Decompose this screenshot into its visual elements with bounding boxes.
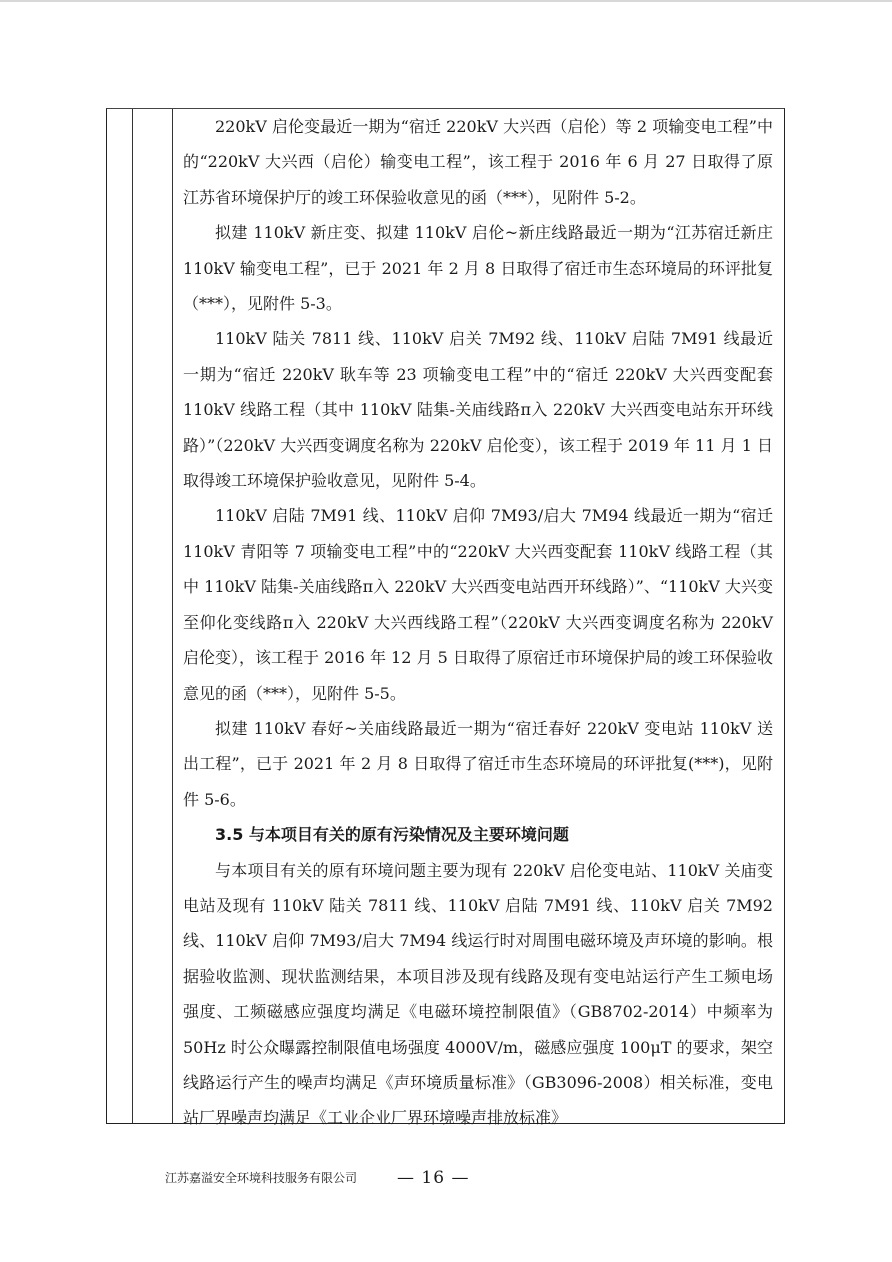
table-content-cell [183, 109, 773, 1136]
table-column-label [133, 109, 173, 1123]
section-heading: 3.5 与本项目有关的原有污染情况及主要环境问题 [215, 825, 569, 845]
page-footer [165, 1166, 725, 1190]
paragraph-qilun-substation: 220kV 启伦变最近一期为“宿迁 220kV 大兴西（启伦）等 2 项输变电工程”中的“220kV 大兴西（启伦）输变电工程”，该工程于 2016 年 6 月 27 日取得了原江苏省环境保护厅的竣工环保验收意见的函（***），见附件 5-2。 [183, 117, 773, 207]
paragraph-xinzhuang-substation: 拟建 110kV 新庄变、拟建 110kV 启伦~新庄线路最近一期为“江苏宿迁新庄 110kV 输变电工程”，已于 2021 年 2 月 8 日取得了宿迁市生态环境局的环评批复（***），见附件 5-3。 [183, 223, 773, 314]
paragraph-luguan-lines: 110kV 陆关 7811 线、110kV 启关 7M92 线、110kV 启陆 7M91 线最近一期为“宿迁 220kV 耿车等 23 项输变电工程”中的“宿迁 220kV 大兴西变配套 110kV 线路工程（其中 110kV 陆集-关庙线路π入 220kV 大兴西变电站东开环线路）”（220kV 大兴西变调度名称为 220kV 启伦变），该工程于 2019 年 11 月 1 日取得竣工环境保护验收意见，见附件 5-4。 [183, 329, 773, 491]
paragraph-qilu-lines: 110kV 启陆 7M91 线、110kV 启仰 7M93/启大 7M94 线最近一期为“宿迁 110kV 青阳等 7 项输变电工程”中的“220kV 大兴西变配套 110kV 线路工程（其中 110kV 陆集-关庙线路π入 220kV 大兴西变电站西开环线路）”、“110kV 大兴变至仰化变线路π入 220kV 大兴西线路工程”（220kV 大兴西变调度名称为 220kV 启伦变），该工程于 2016 年 12 月 5 日取得了原宿迁市环境保护局的竣工环保验收意见的函（***），见附件 5-5。 [183, 506, 773, 703]
report-table-frame [106, 108, 785, 1128]
top-edge-rule [0, 0, 892, 2]
footer-company-name: 江苏嘉溢安全环境科技服务有限公司 [165, 1171, 358, 1185]
paragraph-chunhao-line: 拟建 110kV 春好~关庙线路最近一期为“宿迁春好 220kV 变电站 110kV 送出工程”，已于 2021 年 2 月 8 日取得了宿迁市生态环境局的环评批复(***)，见附件 5-6。 [183, 718, 773, 809]
page-number: — 16 — [397, 1168, 470, 1188]
table-column-left [107, 109, 133, 1123]
paragraph-existing-problems: 与本项目有关的原有环境问题主要为现有 220kV 启伦变电站、110kV 关庙变电站及现有 110kV 陆关 7811 线、110kV 启陆 7M91 线、110kV 启关 7M92 线、110kV 启仰 7M93/启大 7M94 线运行时对周围电磁环境及声环境的影响。根据验收监测、现状监测结果，本项目涉及现有线路及现有变电站运行产生工频电场强度、工频磁感应强度均满足《电磁环境控制限值》（GB8702-2014）中频率为 50Hz 时公众曝露控制限值电场强度 4000V/m，磁感应强度 100μT 的要求，架空线路运行产生的噪声均满足《声环境质量标准》（GB3096-2008）相关标准，变电站厂界噪声均满足《工业企业厂界环境噪声排放标准》 [183, 860, 773, 1128]
